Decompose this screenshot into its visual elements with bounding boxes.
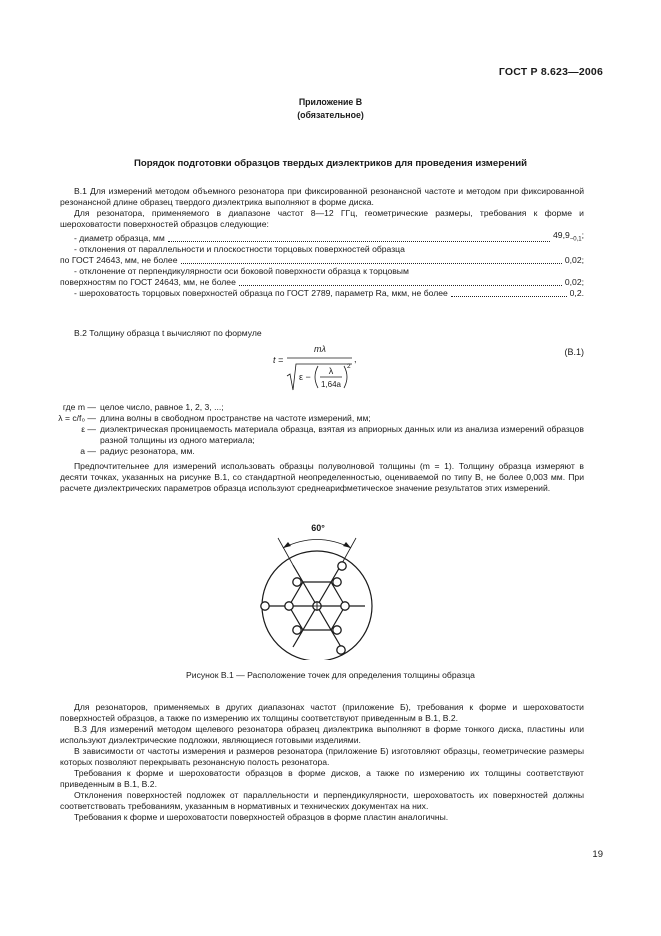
formula-b1 — [0, 340, 661, 396]
formula-number: (В.1) — [564, 347, 584, 357]
measure-point — [338, 562, 346, 570]
measure-point — [341, 602, 349, 610]
list-item-roughness: - шероховатость торцовых поверхностей образца по ГОСТ 2789, параметр Ra, мкм, не более 0,2. — [74, 288, 584, 299]
measure-point — [285, 602, 293, 610]
legend-row: ε — диэлектрическая проницаемость материала образца, взятая из априорных данных или из анализа измерений образцов разной толщины из одного материала; — [81, 424, 584, 445]
list-item-diameter: - диаметр образца, мм $49,9_{-0,1}$; — [74, 230, 584, 244]
legend-row: λ = c/f₀ — длина волны в свободном пространстве на частоте измерений, мм; — [58, 413, 371, 423]
angle-label: 60° — [311, 523, 325, 533]
arrow-head — [343, 542, 351, 548]
measure-point — [293, 578, 301, 586]
paragraph: В зависимости от частоты измерения и размеров резонатора (приложение Б) изготовляют образцы, геометрические размеры которых позволяют перекрывать резонансную полость резонатора. — [60, 746, 584, 767]
formula-inner-numerator: λ — [328, 366, 334, 376]
measure-point — [293, 626, 301, 634]
formula-epsilon: ε − — [299, 372, 311, 382]
measure-point — [337, 646, 345, 654]
paragraph-b2-after: Предпочтительнее для измерений использовать образцы полуволновой толщины (m = 1). Толщину образца измеряют в десяти точках, указанных на рисунке В.1, со стандартной неопределенностью, оцениваемой по типу В, не более 0,003 мм. При расчете диэлектрических параметров образца используют среднеарифметическое значение результатов этих измерений. — [60, 461, 584, 493]
legend-row: a — радиус резонатора, мм. — [80, 446, 195, 456]
formula-left-paren — [315, 366, 318, 388]
formula-tail: , — [354, 354, 357, 364]
legend-row: где m — целое число, равное 1, 2, 3, ...; — [62, 402, 224, 412]
annex-title: Приложение В — [298, 97, 363, 107]
formula-legend — [44, 402, 584, 457]
formula-numerator: mλ — [314, 344, 326, 354]
paragraph-b1-2: Для резонатора, применяемого в диапазоне частот 8—12 ГГц, геометрические размеры, требования к форме и шероховатости поверхностей образцов следующие: — [60, 208, 584, 229]
paragraph-b1-1: В.1 Для измерений методом объемного резонатора при фиксированной резонансной частоте и методом при фиксированной резонансной длине образец твердого диэлектрика выполняют в форме диска. — [60, 186, 584, 207]
document-id: ГОСТ Р 8.623—2006 — [498, 66, 603, 78]
arrow-head — [283, 542, 291, 548]
formula-root-sign — [287, 364, 352, 390]
paragraph: Для резонаторов, применяемых в других диапазонах частот (приложение Б), требования к форме и шероховатости поверхностей образцов, а также по измерению их толщины соответствуют приведенным в В.1, В.2. — [60, 702, 584, 723]
page-number: 19 — [592, 849, 603, 860]
section-b2 — [60, 328, 584, 339]
angle-arc — [283, 540, 351, 549]
paragraph: Отклонения поверхностей подложек от параллельности и перпендикулярности, шероховатость их поверхностей должны соответствовать требованиям, указанным в нормативных и технических документах на них. — [60, 790, 584, 811]
formula-lhs: t = — [273, 355, 284, 365]
list-item-perpendicularity: - отклонение от перпендикулярности оси боковой поверхности образца к торцовым поверхностям по ГОСТ 24643, мм, не более 0,02; — [60, 266, 584, 288]
annex-status: (обязательное) — [297, 109, 364, 120]
paragraph: Требования к форме и шероховатости образцов в форме дисков, а также по измерению их толщины соответствуют приведенным в В.1, В.2. — [60, 768, 584, 789]
measure-point — [261, 602, 269, 610]
paragraph: В.3 Для измерений методом щелевого резонатора образец диэлектрика выполняют в форме тонкого диска, пластины или используют диэлектрические подложки, являющиеся готовыми изделиями. — [60, 724, 584, 745]
figure-b1 — [0, 515, 661, 660]
section-b3 — [60, 702, 584, 823]
formula-power: 2 — [347, 363, 351, 370]
list-item-parallelism: - отклонения от параллельности и плоскостности торцовых поверхностей образца по ГОСТ 24643, мм, не более 0,02; — [60, 244, 584, 266]
paragraph: Требования к форме и шероховатости поверхностей образцов в форме пластин аналогичны. — [74, 812, 449, 822]
figure-caption: Рисунок В.1 — Расположение точек для определения толщины образца — [186, 670, 475, 680]
section-title: Порядок подготовки образцов твердых диэлектриков для проведения измерений — [133, 158, 527, 169]
section-b1 — [60, 186, 584, 299]
annex-heading — [0, 96, 661, 122]
measure-point — [333, 578, 341, 586]
paragraph-b2-intro: В.2 Толщину образца t вычисляют по формуле — [74, 328, 262, 338]
measure-point — [333, 626, 341, 634]
formula-inner-denominator: 1,64a — [320, 380, 342, 389]
